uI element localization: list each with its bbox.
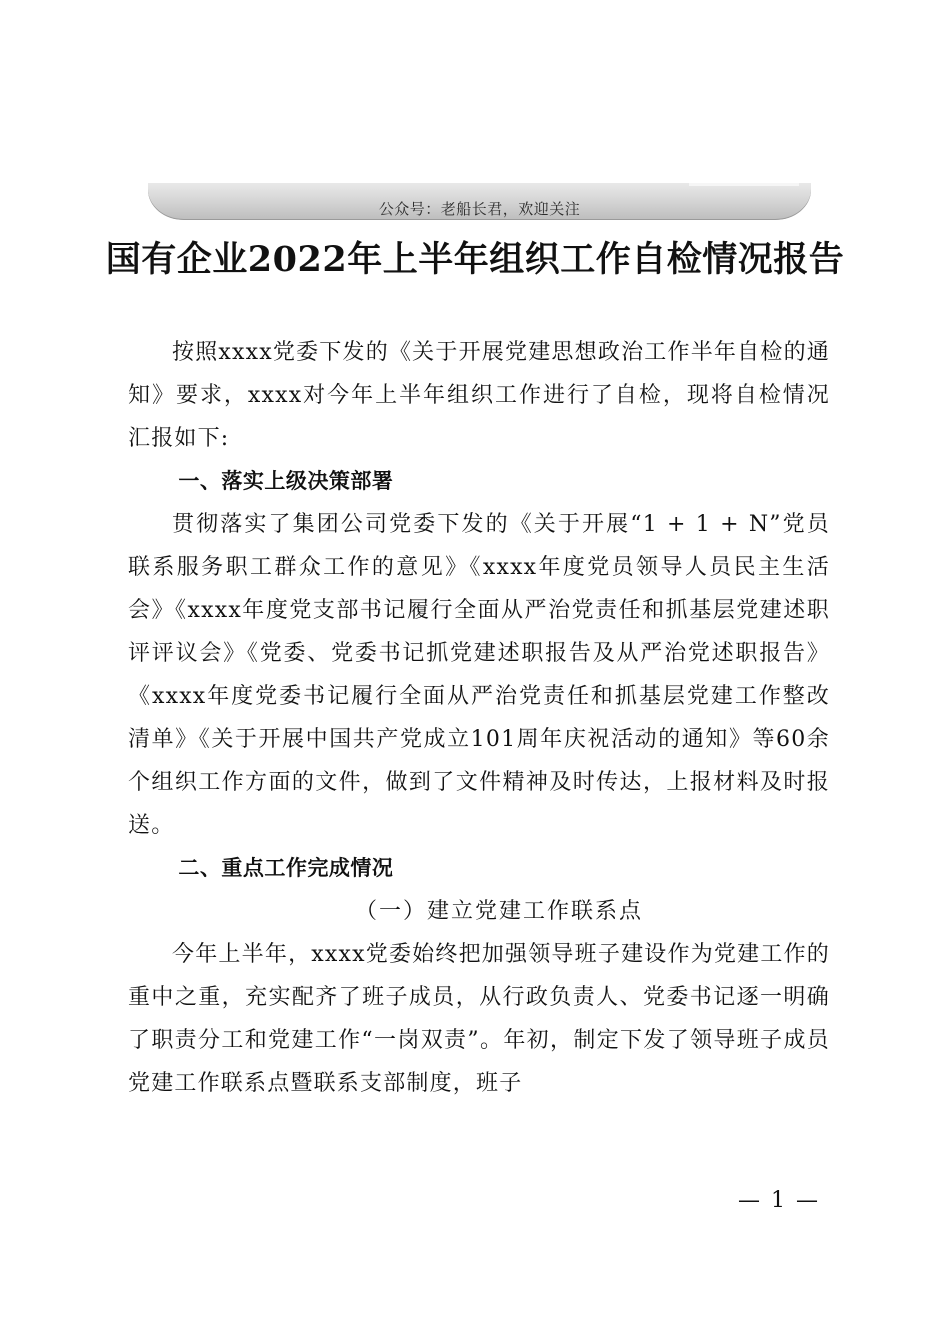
document-title: 国有企业2022年上半年组织工作自检情况报告 [105, 239, 845, 280]
section-1-heading: 一、落实上级决策部署 [178, 469, 394, 493]
banner-notch [689, 183, 799, 186]
section-2-heading: 二、重点工作完成情况 [178, 856, 394, 880]
section-2-subheading: （一）建立党建工作联系点 [354, 899, 643, 924]
banner-text: 公众号：老船长君，欢迎关注 [378, 200, 581, 218]
document-body [128, 331, 830, 1105]
section-2-paragraph: 今年上半年，xxxx党委始终把加强领导班子建设作为党建工作的重中之重，充实配齐了班子成员，从行政负责人、党委书记逐一明确了职责分工和党建工作“一岗双责”。年初，制定下发了领导班子成员党建工作联系点暨联系支部制度，班子 [128, 942, 830, 1096]
header-banner [148, 183, 811, 220]
section-1-paragraph: 贯彻落实了集团公司党委下发的《关于开展“1 + 1 + N”党员联系服务职工群众工作的意见》《xxxx年度党员领导人员民主生活会》《xxxx年度党支部书记履行全面从严治党责任和抓基层党建述职评评议会》《党委、党委书记抓党建述职报告及从严治党述职报告》《xxxx年度党委书记履行全面从严治党责任和抓基层党建工作整改清单》《关于开展中国共产党成立101周年庆祝活动的通知》等60余个组织工作方面的文件，做到了文件精神及时传达，上报材料及时报送。 [128, 512, 830, 838]
intro-paragraph: 按照xxxx党委下发的《关于开展党建思想政治工作半年自检的通知》要求，xxxx对今年上半年组织工作进行了自检，现将自检情况汇报如下: [128, 340, 830, 451]
page-number: — 1 — [738, 1188, 820, 1213]
